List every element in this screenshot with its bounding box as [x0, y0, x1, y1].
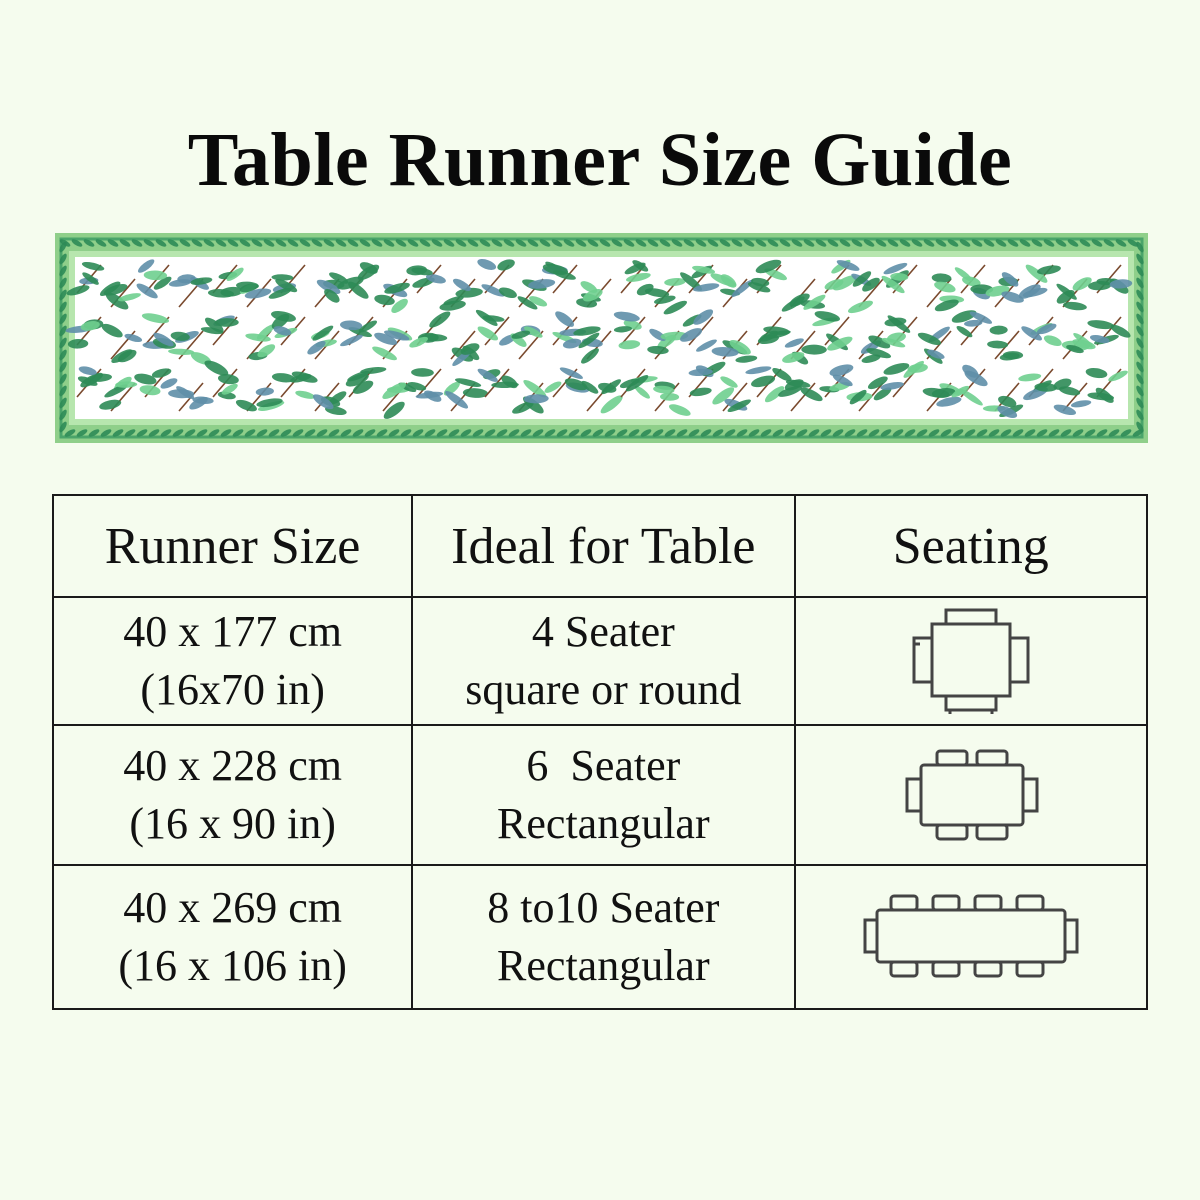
- ideal-table-cell: [412, 865, 794, 1009]
- table-seats: 6 Seater: [526, 741, 681, 790]
- size-guide-table: [52, 494, 1148, 1010]
- seating-cell: [795, 865, 1148, 1009]
- table-runner-image: [55, 233, 1148, 443]
- table-row: [53, 597, 1147, 725]
- table-row: [53, 865, 1147, 1009]
- size-cm: 40 x 228 cm: [123, 741, 342, 790]
- table-seats: 4 Seater: [531, 607, 675, 656]
- size-in: (16 x 106 in): [118, 941, 347, 990]
- header-runner-size: Runner Size: [53, 495, 412, 597]
- four-seat-square-table-icon: [906, 606, 1036, 716]
- size-cm: 40 x 269 cm: [123, 883, 342, 932]
- table-shape: square or round: [465, 665, 742, 714]
- seating-cell: [795, 725, 1148, 865]
- size-cm: 40 x 177 cm: [123, 607, 342, 656]
- seating-cell: [795, 597, 1148, 725]
- header-seating: Seating: [795, 495, 1148, 597]
- size-in: (16x70 in): [140, 665, 325, 714]
- header-ideal-for-table: Ideal for Table: [412, 495, 794, 597]
- table-shape: Rectangular: [497, 941, 710, 990]
- runner-size-cell: [53, 597, 412, 725]
- ideal-table-cell: [412, 597, 794, 725]
- ten-seat-rectangular-table-icon: [861, 892, 1081, 982]
- table-shape: Rectangular: [497, 799, 710, 848]
- size-in: (16 x 90 in): [129, 799, 336, 848]
- runner-size-cell: [53, 865, 412, 1009]
- six-seat-rectangular-table-icon: [901, 745, 1041, 845]
- table-header-row: [53, 495, 1147, 597]
- table-seats: 8 to10 Seater: [487, 883, 720, 932]
- runner-size-cell: [53, 725, 412, 865]
- ideal-table-cell: [412, 725, 794, 865]
- page-title: Table Runner Size Guide: [187, 118, 1013, 202]
- table-row: [53, 725, 1147, 865]
